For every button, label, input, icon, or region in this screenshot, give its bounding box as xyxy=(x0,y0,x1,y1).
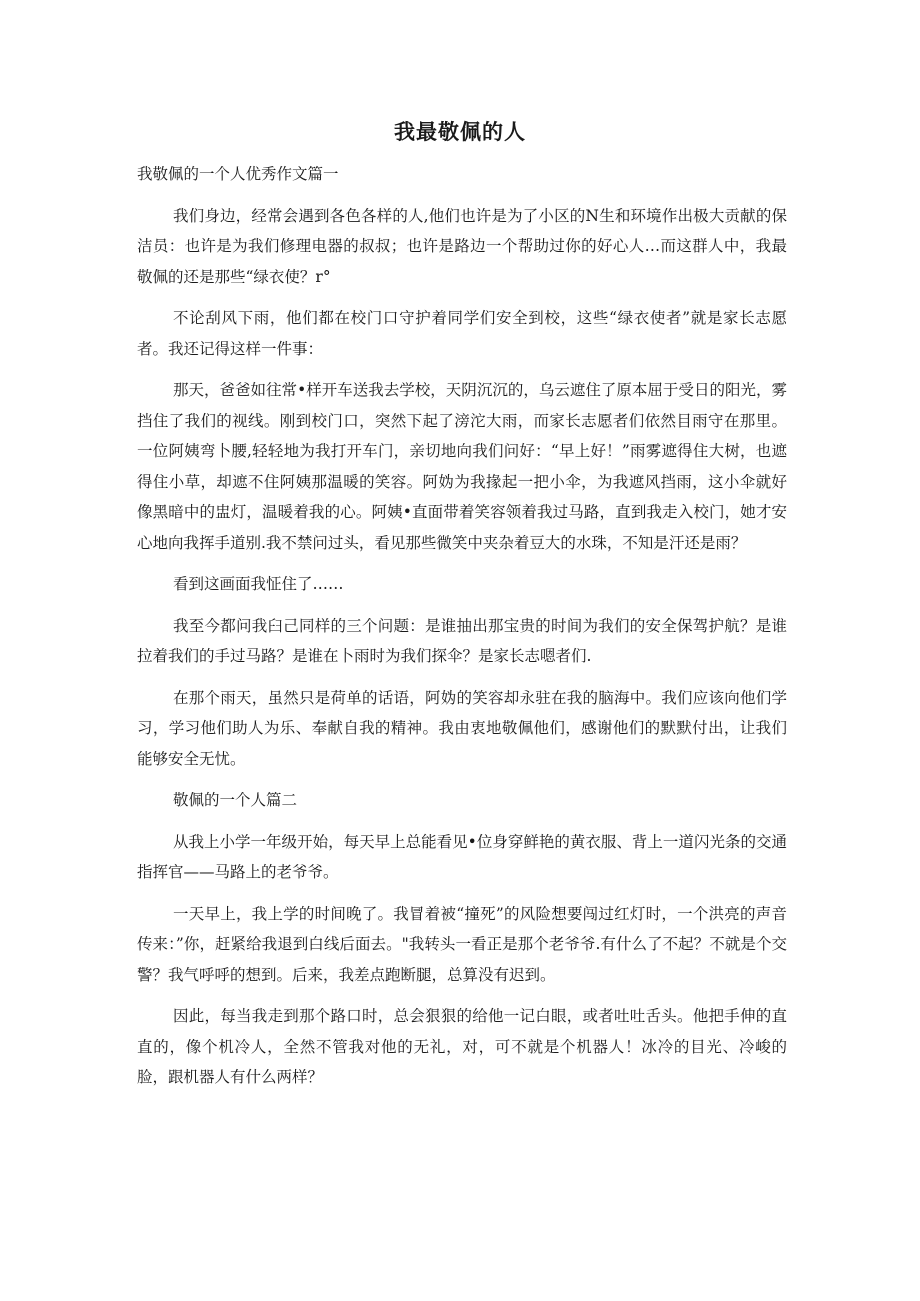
section-heading: 敬佩的一个人篇二 xyxy=(173,791,298,809)
paragraph: 在那个雨天，虽然只是荷单的话语，阿妫的笑容却永驻在我的脑海中。我们应该向他们学习，学习他们助人为乐、奉献自我的精神。我由衷地敬佩他们，感谢他们的默默付出，让我们能够安全无忧。 xyxy=(137,688,787,768)
document-body xyxy=(137,159,787,1104)
paragraph: 因此，每当我走到那个路口时，总会狠狠的给他一记白眼，或者吐吐舌头。他把手伸的直直的，像个机冷人，全然不管我对他的无礼，对，可不就是个机器人！冰冷的目光、冷峻的脸，跟机器人有什么两样？ xyxy=(137,1007,787,1086)
paragraph: 看到这画面我怔住了…… xyxy=(173,575,344,593)
paragraph: 从我上小学一年级开始，每天早上总能看见•位身穿鲜艳的黄衣服、背上一道闪光条的交通指挥官——马路上的老爷爷。 xyxy=(137,832,787,881)
paragraph: 一天早上，我上学的时间晚了。我冒着被“撞死”的风险想要闯过红灯时，一个洪亮的声音传来：”你，赶紧给我退到白线后面去。"我转头一看正是那个老爷爷.有什么了不起？不就是个交警？我气呼呼的想到。后来，我差点跑断腿，总算没有迟到。 xyxy=(137,904,787,984)
paragraph: 我至今都问我臼己同样的三个问题：是谁抽出那宝贵的时间为我们的安全保驾护航？是谁拉着我们的手过马路？是谁在卜雨时为我们探伞？是家长志嗯者们. xyxy=(137,616,787,665)
paragraph: 我们身边，经常会遇到各色各样的人,他们也许是为了小区的N生和环境作出极大贡献的保洁员：也许是为我们修理电器的叔叔；也许是路边一个帮助过你的好心人…而这群人中，我最敬佩的还是那些“绿衣使？r° xyxy=(137,206,787,286)
paragraph: 那天，爸爸如往常•样开车送我去学校，天阴沉沉的，乌云遮住了原本屈于受日的阳光，雾挡住了我们的视线。刚到校门口，突然下起了滂沱大雨，而家长志愿者们依然目雨守在那里。一位阿姨弯卜腰,轻轻地为我打开车门，亲切地向我们问好：“早上好！”雨雾遮得住大树，也遮得住小草，却遮不住阿姨那温暖的笑容。阿妫为我掾起一把小伞，为我遮风挡雨，这小伞就好像黑暗中的盅灯，温暖着我的心。阿姨•直面带着笑容领着我过马路，直到我走入校门，她才安心地向我挥手道别.我不禁问过头，看见那些微笑中夹杂着豆大的水珠，不知是汗还是雨？ xyxy=(137,381,787,552)
document-title: 我最敬佩的人 xyxy=(394,120,526,144)
section-heading: 我敬佩的一个人优秀作文篇一 xyxy=(137,165,339,183)
paragraph: 不论刮风下雨，他们都在校门口守护着同学们安全到校，这些“绿衣使者”就是家长志愿者。我还记得这样一件事： xyxy=(137,309,787,358)
